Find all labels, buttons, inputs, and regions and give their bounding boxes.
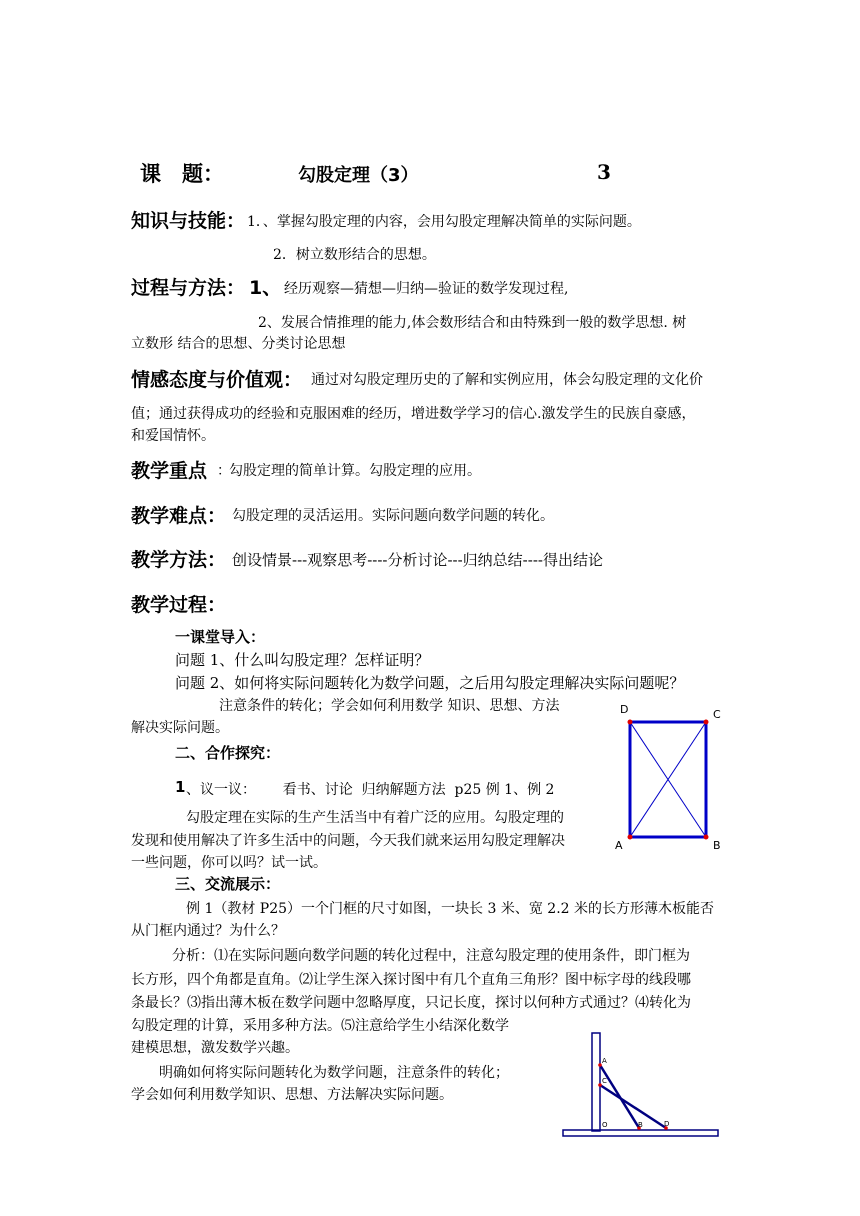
analysis-line4: 勾股定理的计算，采用多种方法。⑸注意给学生小结深化数学 xyxy=(131,1018,509,1034)
focus-text: 勾股定理的简单计算。勾股定理的应用。 xyxy=(229,463,481,479)
explore-para-line2: 发现和使用解决了许多生活中的问题，今天我们就来运用勾股定理解决 xyxy=(131,833,565,849)
emotion-label: 情感态度与价值观： xyxy=(131,369,303,391)
point-a xyxy=(628,835,633,840)
emotion-line-2: 值；通过获得成功的经验和克服困难的经历，增进数学学习的信心.激发学生的民族自豪感， xyxy=(131,406,696,422)
process-item-2-line1: 2、发展合情推理的能力,体会数形结合和由特殊到一般的数学思想. 树 xyxy=(258,315,687,331)
difficulty-label: 教学难点： xyxy=(131,505,227,527)
lesson-number: 3 xyxy=(597,160,611,184)
analysis-line1: 分析：⑴在实际问题向数学问题的转化过程中，注意勾股定理的使用条件，即门框为 xyxy=(172,948,690,964)
emotion-line-1: 通过对勾股定理历史的了解和实例应用，体会勾股定理的文化价 xyxy=(311,372,703,388)
label-d: D xyxy=(620,703,629,716)
method-text: 创设情景---观察思考----分析讨论---归纳总结----得出结论 xyxy=(232,551,603,569)
explore-para-line1: 勾股定理在实际的生产生活当中有着广泛的应用。勾股定理的 xyxy=(186,810,564,826)
label-a2: A xyxy=(602,1057,607,1065)
label-c2: C xyxy=(602,1077,607,1085)
method-label: 教学方法： xyxy=(131,549,227,571)
process-item-1: 经历观察—猜想—归纳—验证的数学发现过程, xyxy=(284,281,569,297)
wall xyxy=(592,1033,600,1131)
intro-question-2: 问题 2、如何将实际问题转化为数学问题，之后用勾股定理解决实际问题呢？ xyxy=(175,674,685,692)
explore-item: 、议一议： 看书、讨论 归纳解题方法 p25 例 1、例 2 xyxy=(186,782,555,798)
intro-question-1: 问题 1、什么叫勾股定理？怎样证明？ xyxy=(175,651,430,669)
explore-item-num: 1 xyxy=(175,778,186,796)
label-a: A xyxy=(615,839,623,852)
clarify-line2: 学会如何利用数学知识、思想、方法解决实际问题。 xyxy=(131,1087,453,1103)
ladder-cd xyxy=(600,1085,666,1128)
intro-note-line1: 注意条件的转化；学会如何利用数学 知识、思想、方法 xyxy=(219,698,560,714)
share-heading: 三、交流展示： xyxy=(175,875,281,893)
label-b2: B xyxy=(638,1121,643,1129)
knowledge-item-2: 2．树立数形结合的思想。 xyxy=(273,247,436,263)
explore-heading: 二、合作探究： xyxy=(175,744,281,762)
process-label: 过程与方法： xyxy=(131,277,246,299)
title-label: 课 题： xyxy=(140,162,224,186)
focus-label: 教学重点 xyxy=(131,460,208,482)
ground xyxy=(563,1130,718,1136)
example1-line2: 从门框内通过？为什么？ xyxy=(131,923,285,939)
intro-heading: 一课堂导入： xyxy=(175,628,266,646)
point-c xyxy=(704,720,709,725)
difficulty-text: 勾股定理的灵活运用。实际问题向数学问题的转化。 xyxy=(232,508,554,524)
focus-colon: ： xyxy=(217,463,231,479)
procedure-label: 教学过程： xyxy=(131,594,227,616)
label-d2: D xyxy=(664,1120,670,1128)
lesson-title: 勾股定理（3） xyxy=(298,165,419,186)
clarify-line1: 明确如何将实际问题转化为数学问题，注意条件的转化； xyxy=(159,1065,509,1081)
analysis-line3: 条最长？⑶指出薄木板在数学问题中忽略厚度，只记长度，探讨以何种方式通过？⑷转化为 xyxy=(131,995,691,1011)
emotion-line-3: 和爱国情怀。 xyxy=(131,428,215,444)
explore-para-line3: 一些问题，你可以吗？试一试。 xyxy=(131,855,327,871)
point-b xyxy=(704,835,709,840)
process-num-1: 1、 xyxy=(249,277,282,299)
ladder-figure xyxy=(560,1030,725,1140)
point-d xyxy=(628,720,633,725)
label-o2: O xyxy=(602,1121,608,1129)
door-frame-figure xyxy=(610,700,730,855)
analysis-line5: 建模思想，激发数学兴趣。 xyxy=(131,1040,299,1056)
label-b: B xyxy=(713,839,721,852)
label-c: C xyxy=(713,708,721,721)
knowledge-label: 知识与技能： xyxy=(131,210,246,232)
process-item-2-line2: 立数形 结合的思想、分类讨论思想 xyxy=(131,336,346,352)
intro-note-line2: 解决实际问题。 xyxy=(131,720,229,736)
example1-line1: 例 1（教材 P25）一个门框的尺寸如图，一块长 3 米、宽 2.2 米的长方形薄木板能否 xyxy=(186,901,715,917)
knowledge-item-1: 1．、掌握勾股定理的内容，会用勾股定理解决简单的实际问题。 xyxy=(247,214,641,230)
analysis-line2: 长方形，四个角都是直角。⑵让学生深入探讨图中有几个直角三角形？图中标字母的线段哪 xyxy=(131,972,691,988)
